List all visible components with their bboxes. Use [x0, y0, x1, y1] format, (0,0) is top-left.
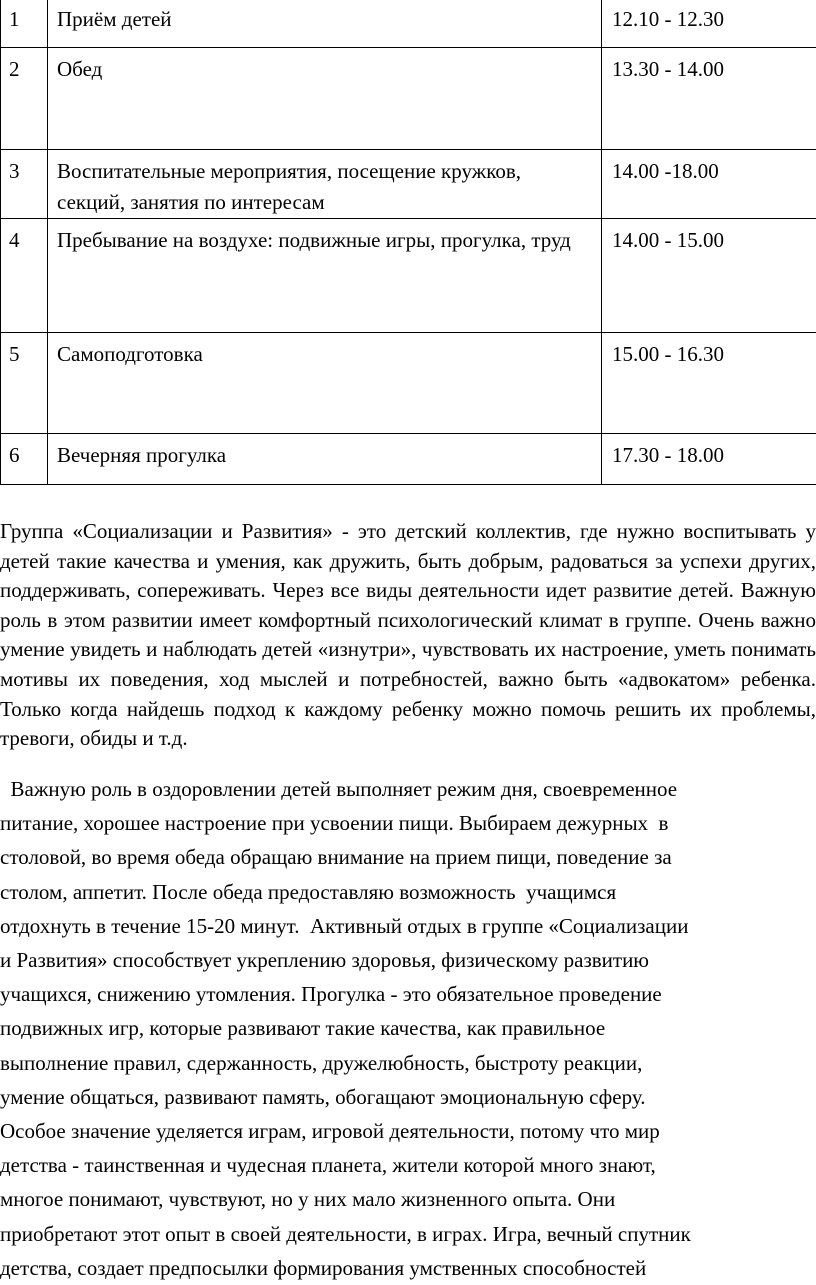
body-paragraph: Группа «Социализации и Развития» - это детский коллектив, где нужно воспитывать у детей такие качества и умения, как дружить, быть добрым, радоваться за успехи других, поддерживать, сопереживать. Через все виды деятельности идет развитие детей. Важную роль в этом развитии имеет комфортный психологический климат в группе. Очень важно умение увидеть и наблюдать детей «изнутри», чувствовать их настроение, уметь понимать мотивы их поведения, ход мыслей и потребностей, важно быть «адвокатом» ребенка. Только когда найдешь подход к каждому ребенку можно помочь решить их проблемы, тревоги, обиды и т.д.: [0, 517, 816, 754]
table-row: [1, 48, 816, 150]
row-number: 1: [1, 0, 48, 48]
row-number: 4: [1, 219, 48, 333]
activity-cell: Обед: [48, 48, 602, 150]
time-cell: 14.00 - 15.00: [602, 219, 816, 333]
activity-cell: Пребывание на воздухе: подвижные игры, прогулка, труд: [48, 219, 602, 333]
row-number: 3: [1, 150, 48, 219]
body-paragraph: Важную роль в оздоровлении детей выполняет режим дня, своевременное питание, хорошее настроение при усвоении пищи. Выбираем дежурных в столовой, во время обеда обращаю внимание на прием пищи, поведение за столом, аппетит. После обеда предоставляю возможность учащимся отдохнуть в течение 15-20 минут. Активный отдых в группе «Социализации и Развития» способствует укреплению здоровья, физическому развитию учащихся, снижению утомления. Прогулка - это обязательное проведение подвижных игр, которые развивают такие качества, как правильное выполнение правил, сдержанность, дружелюбность, быстроту реакции, умение общаться, развивают память, обогащают эмоциональную сферу. Особое значение уделяется играм, игровой деятельности, потому что мир детства - таинственная и чудесная планета, жители которой много знают, многое понимают, чувствуют, но у них мало жизненного опыта. Они приобретают этот опыт в своей деятельности, в играх. Игра, вечный спутник детства, создает предпосылки формирования умственных способностей: [0, 772, 816, 1285]
time-cell: 17.30 - 18.00: [602, 434, 816, 485]
time-cell: 15.00 - 16.30: [602, 333, 816, 434]
table-row: [1, 434, 816, 485]
activity-cell: Воспитательные мероприятия, посещение кружков, секций, занятия по интересам: [48, 150, 602, 219]
time-cell: 14.00 -18.00: [602, 150, 816, 219]
row-number: 2: [1, 48, 48, 150]
time-cell: 12.10 - 12.30: [602, 0, 816, 48]
table-row: [1, 0, 816, 48]
table-row: [1, 219, 816, 333]
row-number: 6: [1, 434, 48, 485]
activity-cell: Вечерняя прогулка: [48, 434, 602, 485]
table-row: [1, 333, 816, 434]
time-cell: 13.30 - 14.00: [602, 48, 816, 150]
table-row: [1, 150, 816, 219]
schedule-table: [0, 0, 816, 485]
row-number: 5: [1, 333, 48, 434]
activity-cell: Приём детей: [48, 0, 602, 48]
activity-cell: Самоподготовка: [48, 333, 602, 434]
